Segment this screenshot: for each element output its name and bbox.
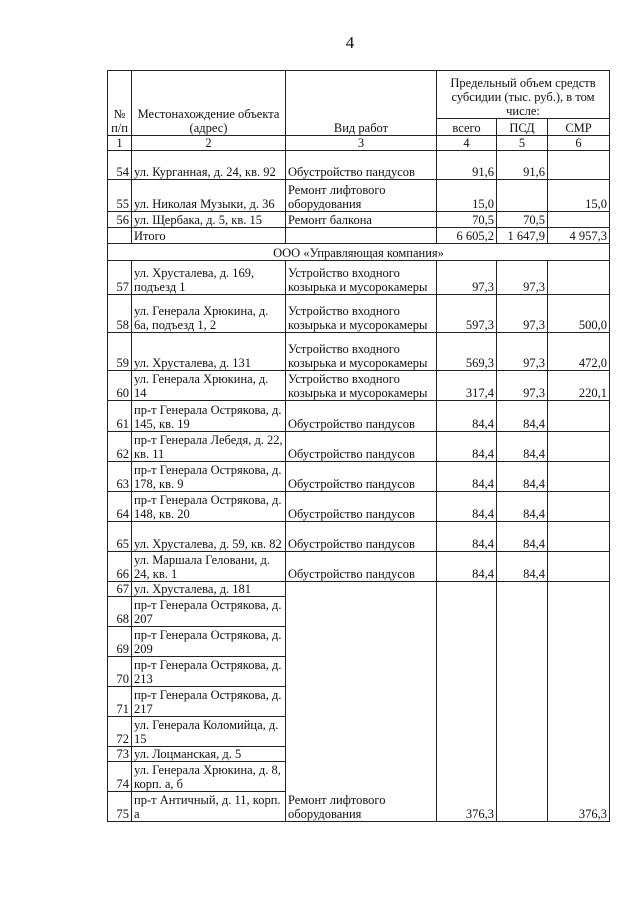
row-work: Устройство входного козырька и мусорокамеры bbox=[286, 295, 437, 333]
row-smr bbox=[548, 522, 610, 552]
page-number: 4 bbox=[345, 33, 355, 52]
row-address: пр-т Античный, д. 11, корп. а bbox=[132, 792, 286, 822]
column-number: 3 bbox=[286, 136, 437, 151]
row-number: 72 bbox=[108, 717, 132, 747]
row-work: Обустройство пандусов bbox=[286, 432, 437, 462]
row-work: Обустройство пандусов bbox=[286, 401, 437, 432]
row-work: Ремонт лифтового оборудования bbox=[286, 180, 437, 212]
row-work: Обустройство пандусов bbox=[286, 522, 437, 552]
row-address: ул. Лоцманская, д. 5 bbox=[132, 747, 286, 762]
row-number: 69 bbox=[108, 627, 132, 657]
row-smr bbox=[548, 462, 610, 492]
row-psd: 97,3 bbox=[497, 261, 548, 295]
row-number: 60 bbox=[108, 371, 132, 401]
column-number: 4 bbox=[437, 136, 497, 151]
row-address: пр-т Генерала Острякова, д. 145, кв. 19 bbox=[132, 401, 286, 432]
row-psd bbox=[497, 180, 548, 212]
row-psd: 84,4 bbox=[497, 522, 548, 552]
row-number: 63 bbox=[108, 462, 132, 492]
table-row bbox=[108, 151, 610, 180]
row-smr: 220,1 bbox=[548, 371, 610, 401]
row-smr: 472,0 bbox=[548, 333, 610, 371]
row-total: 84,4 bbox=[437, 401, 497, 432]
row-number: 55 bbox=[108, 180, 132, 212]
row-psd: 84,4 bbox=[497, 552, 548, 582]
column-number-row bbox=[108, 136, 610, 151]
header-psd: ПСД bbox=[497, 119, 548, 136]
header-address: Местонахождение объекта (адрес) bbox=[132, 71, 286, 136]
total-all: 6 605,2 bbox=[437, 228, 497, 244]
row-address: ул. Щербака, д. 5, кв. 15 bbox=[132, 212, 286, 228]
table-row bbox=[108, 432, 610, 462]
row-number: 62 bbox=[108, 432, 132, 462]
column-number: 6 bbox=[548, 136, 610, 151]
row-smr: 15,0 bbox=[548, 180, 610, 212]
row-smr bbox=[548, 432, 610, 462]
row-smr bbox=[548, 212, 610, 228]
row-address: ул. Маршала Геловани, д. 24, кв. 1 bbox=[132, 552, 286, 582]
row-total: 84,4 bbox=[437, 432, 497, 462]
row-address: пр-т Генерала Острякова, д. 178, кв. 9 bbox=[132, 462, 286, 492]
table-row bbox=[108, 333, 610, 371]
header-limit: Предельный объем средств субсидии (тыс. руб.), в том числе: bbox=[437, 71, 610, 119]
row-number: 56 bbox=[108, 212, 132, 228]
row-address: ул. Генерала Коломийца, д. 15 bbox=[132, 717, 286, 747]
row-smr: 500,0 bbox=[548, 295, 610, 333]
row-number: 74 bbox=[108, 762, 132, 792]
total-smr: 4 957,3 bbox=[548, 228, 610, 244]
row-psd: 97,3 bbox=[497, 295, 548, 333]
column-number: 2 bbox=[132, 136, 286, 151]
total-psd: 1 647,9 bbox=[497, 228, 548, 244]
row-address: ул. Хрусталева, д. 181 bbox=[132, 582, 286, 597]
header-no: № п/п bbox=[108, 71, 132, 136]
row-work: Устройство входного козырька и мусорокамеры bbox=[286, 371, 437, 401]
row-address: ул. Хрусталева, д. 131 bbox=[132, 333, 286, 371]
row-number: 61 bbox=[108, 401, 132, 432]
row-total: 84,4 bbox=[437, 522, 497, 552]
row-total: 597,3 bbox=[437, 295, 497, 333]
group-psd bbox=[497, 582, 548, 822]
row-smr bbox=[548, 401, 610, 432]
row-number: 57 bbox=[108, 261, 132, 295]
row-psd: 97,3 bbox=[497, 333, 548, 371]
row-work: Обустройство пандусов bbox=[286, 151, 437, 180]
row-work: Устройство входного козырька и мусорокамеры bbox=[286, 333, 437, 371]
row-address: пр-т Генерала Острякова, д. 148, кв. 20 bbox=[132, 492, 286, 522]
row-work: Обустройство пандусов bbox=[286, 492, 437, 522]
header-work: Вид работ bbox=[286, 71, 437, 136]
row-number: 59 bbox=[108, 333, 132, 371]
row-address: ул. Генерала Хрюкина, д. 8, корп. а, б bbox=[132, 762, 286, 792]
row-address: пр-т Генерала Острякова, д. 207 bbox=[132, 597, 286, 627]
section-row bbox=[108, 244, 610, 261]
row-smr bbox=[548, 151, 610, 180]
row-total: 84,4 bbox=[437, 492, 497, 522]
row-address: ул. Генерала Хрюкина, д. 14 bbox=[132, 371, 286, 401]
table-row bbox=[108, 492, 610, 522]
table-row bbox=[108, 212, 610, 228]
row-work: Обустройство пандусов bbox=[286, 462, 437, 492]
row-number: 65 bbox=[108, 522, 132, 552]
row-address: ул. Николая Музыки, д. 36 bbox=[132, 180, 286, 212]
row-smr bbox=[548, 261, 610, 295]
row-address: ул. Хрусталева, д. 59, кв. 82 bbox=[132, 522, 286, 552]
total-label: Итого bbox=[132, 228, 286, 244]
row-number: 67 bbox=[108, 582, 132, 597]
row-smr bbox=[548, 552, 610, 582]
row-psd: 70,5 bbox=[497, 212, 548, 228]
table-row bbox=[108, 552, 610, 582]
header-total: всего bbox=[437, 119, 497, 136]
row-address: пр-т Генерала Лебедя, д. 22, кв. 11 bbox=[132, 432, 286, 462]
row-number: 66 bbox=[108, 552, 132, 582]
row-number: 73 bbox=[108, 747, 132, 762]
row-total: 569,3 bbox=[437, 333, 497, 371]
table-row bbox=[108, 180, 610, 212]
row-psd: 84,4 bbox=[497, 432, 548, 462]
column-number: 5 bbox=[497, 136, 548, 151]
row-total: 84,4 bbox=[437, 462, 497, 492]
row-address: пр-т Генерала Острякова, д. 209 bbox=[132, 627, 286, 657]
row-number: 54 bbox=[108, 151, 132, 180]
row-total: 97,3 bbox=[437, 261, 497, 295]
table-row bbox=[108, 371, 610, 401]
row-total: 15,0 bbox=[437, 180, 497, 212]
row-psd: 91,6 bbox=[497, 151, 548, 180]
row-address: ул. Курганная, д. 24, кв. 92 bbox=[132, 151, 286, 180]
row-address: пр-т Генерала Острякова, д. 217 bbox=[132, 687, 286, 717]
row-number: 58 bbox=[108, 295, 132, 333]
group-work: Ремонт лифтового оборудования bbox=[286, 582, 437, 822]
row-work: Устройство входного козырька и мусорокамеры bbox=[286, 261, 437, 295]
row-psd: 84,4 bbox=[497, 401, 548, 432]
table-row bbox=[108, 522, 610, 552]
row-psd: 97,3 bbox=[497, 371, 548, 401]
row-number: 75 bbox=[108, 792, 132, 822]
row-total: 84,4 bbox=[437, 552, 497, 582]
table-row bbox=[108, 295, 610, 333]
group-total: 376,3 bbox=[437, 582, 497, 822]
row-total: 317,4 bbox=[437, 371, 497, 401]
row-total: 70,5 bbox=[437, 212, 497, 228]
row-psd: 84,4 bbox=[497, 492, 548, 522]
row-address: пр-т Генерала Острякова, д. 213 bbox=[132, 657, 286, 687]
row-work: Обустройство пандусов bbox=[286, 552, 437, 582]
row-number: 68 bbox=[108, 597, 132, 627]
row-work: Ремонт балкона bbox=[286, 212, 437, 228]
column-number: 1 bbox=[108, 136, 132, 151]
row-smr bbox=[548, 492, 610, 522]
row-psd: 84,4 bbox=[497, 462, 548, 492]
row-address: ул. Генерала Хрюкина, д. 6а, подъезд 1, 2 bbox=[132, 295, 286, 333]
table-row bbox=[108, 462, 610, 492]
row-address: ул. Хрусталева, д. 169, подъезд 1 bbox=[132, 261, 286, 295]
row-number: 70 bbox=[108, 657, 132, 687]
table-row bbox=[108, 401, 610, 432]
group-smr: 376,3 bbox=[548, 582, 610, 822]
row-number: 71 bbox=[108, 687, 132, 717]
total-row bbox=[108, 228, 610, 244]
row-number: 64 bbox=[108, 492, 132, 522]
section-title: ООО «Управляющая компания» bbox=[108, 244, 610, 261]
row-total: 91,6 bbox=[437, 151, 497, 180]
table-row bbox=[108, 582, 610, 597]
subsidy-table bbox=[107, 70, 610, 822]
header-smr: СМР bbox=[548, 119, 610, 136]
table-row bbox=[108, 261, 610, 295]
